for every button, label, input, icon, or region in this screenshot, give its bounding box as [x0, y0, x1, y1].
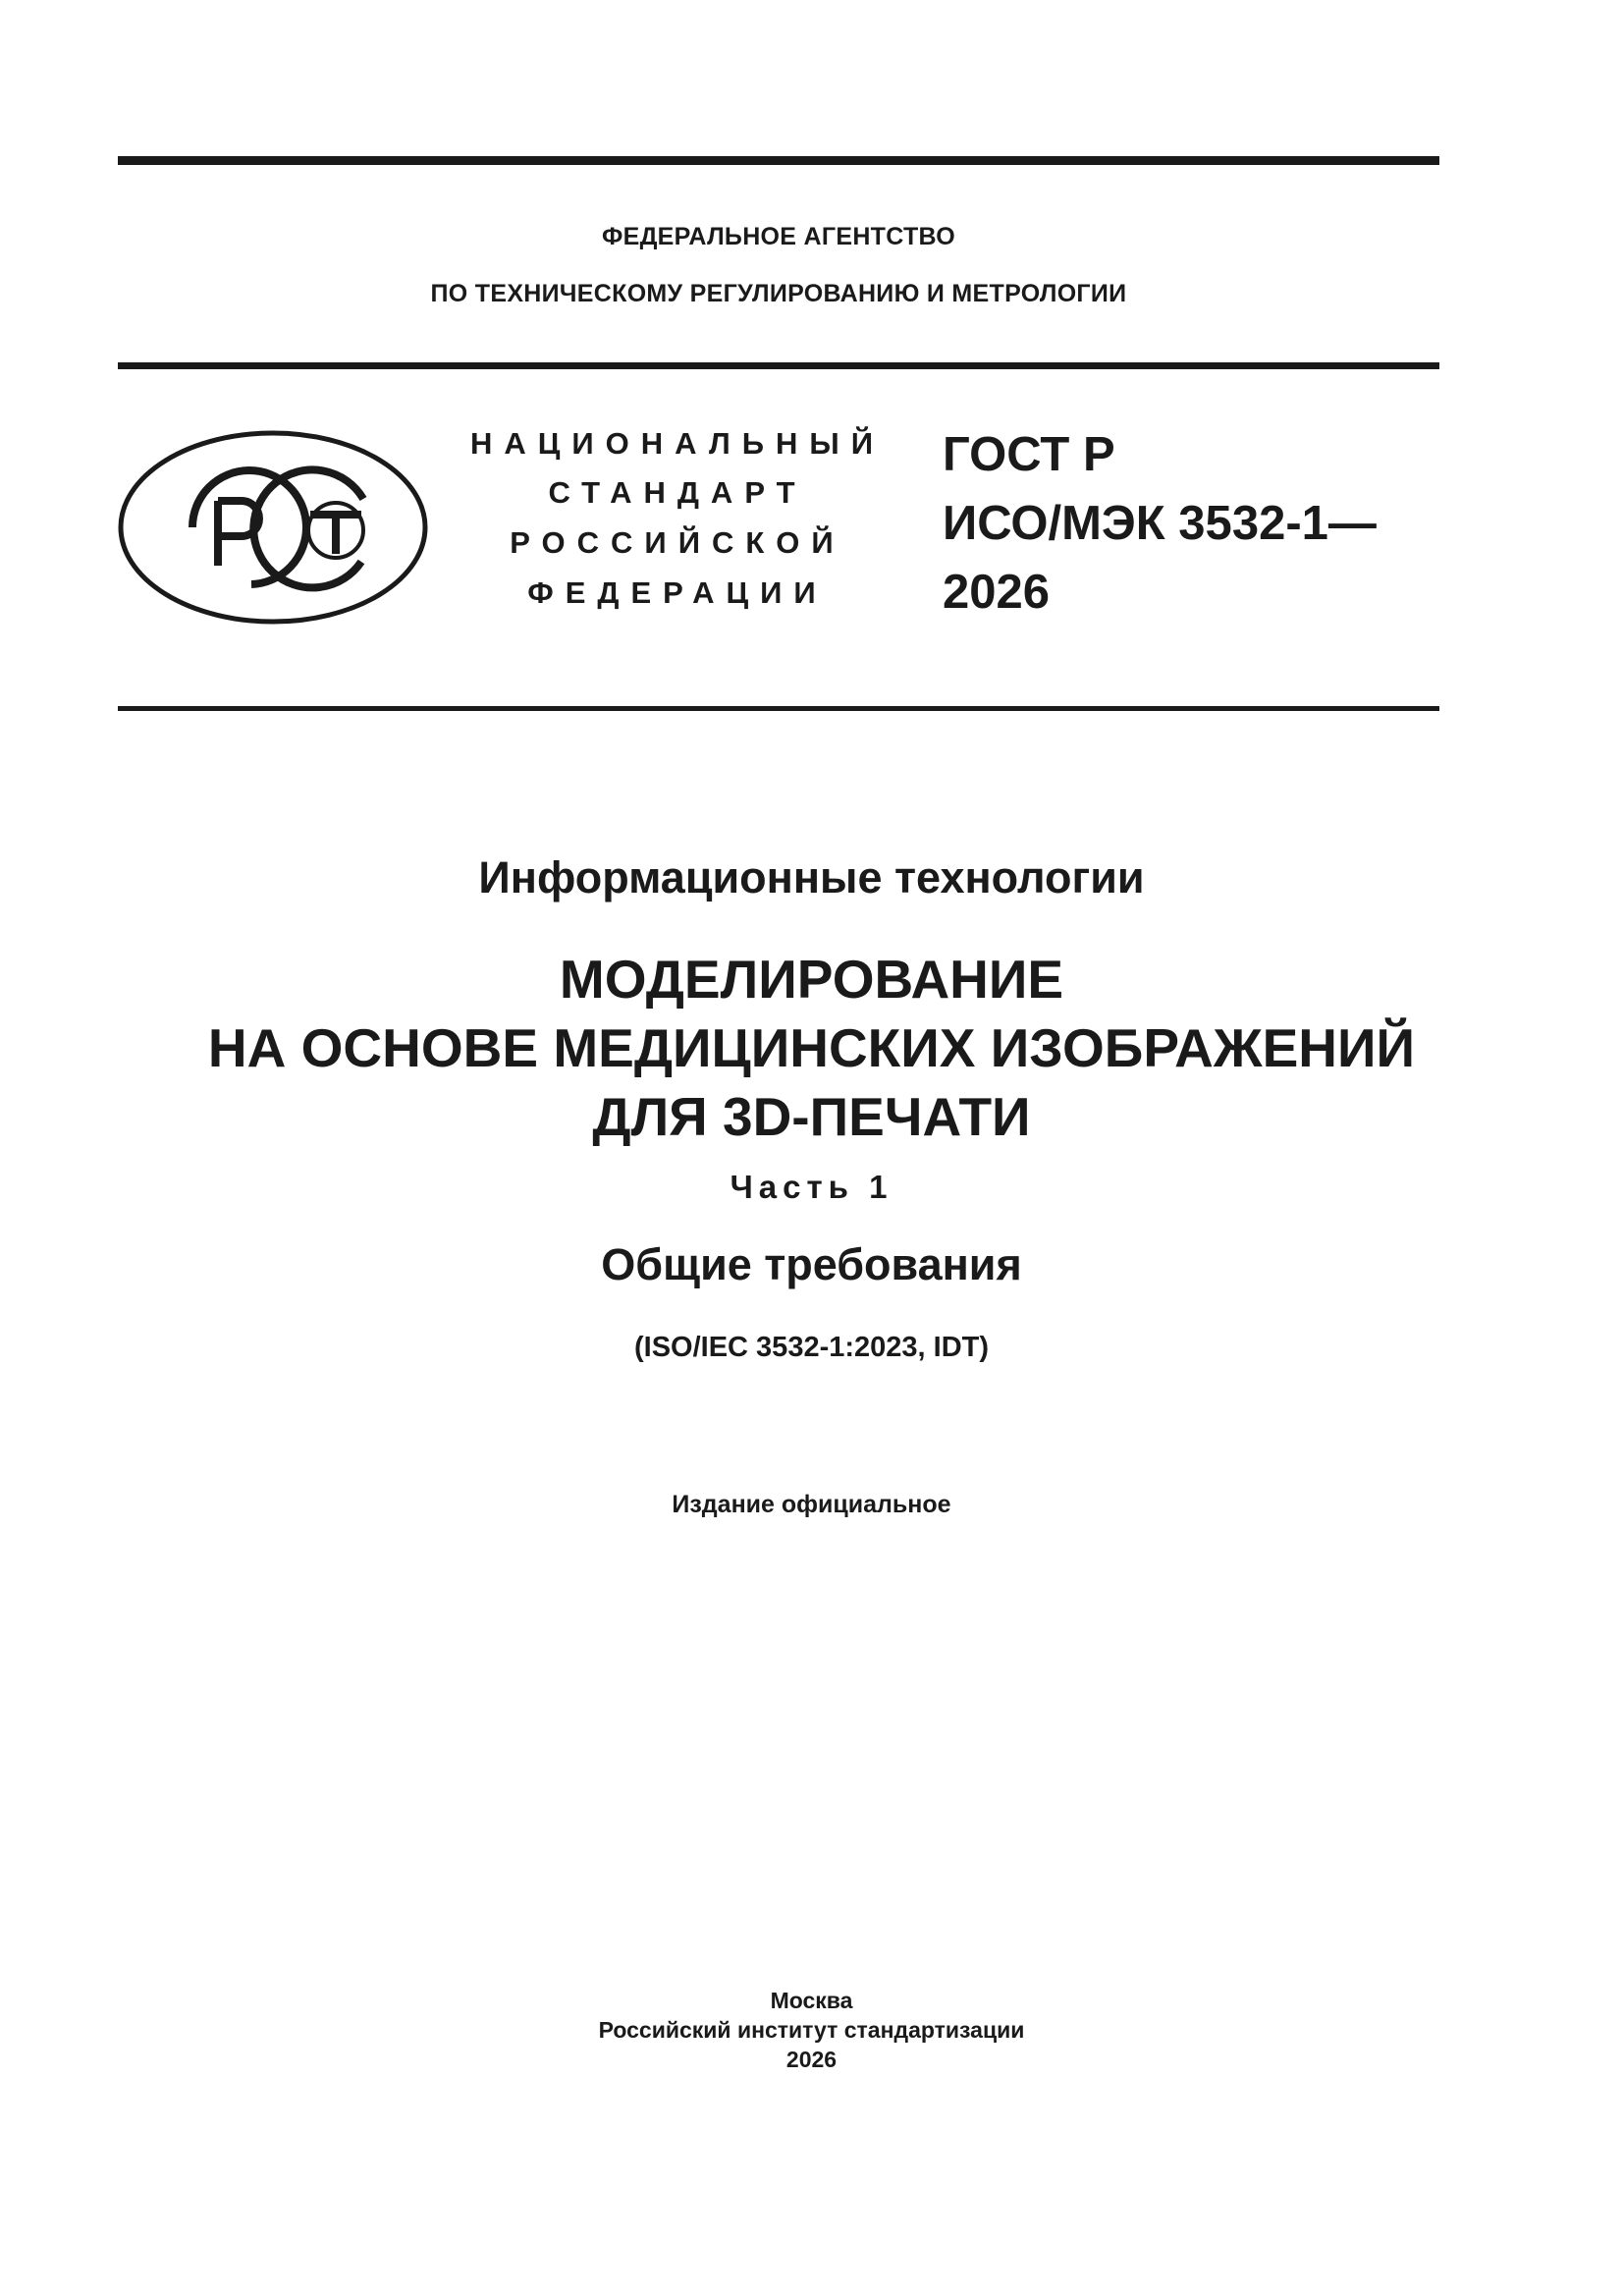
agency-rule — [118, 362, 1439, 369]
national-standard-line-3: РОССИЙСКОЙ — [510, 525, 845, 560]
publisher-name: Российский институт стандартизации — [598, 2017, 1025, 2043]
agency-line-2: ПО ТЕХНИЧЕСКОМУ РЕГУЛИРОВАНИЮ И МЕТРОЛОГИИ — [430, 280, 1127, 307]
standard-designation-line-1: ГОСТ Р — [943, 428, 1115, 481]
publisher-city: Москва — [770, 1988, 853, 2013]
edition-note: Издание официальное — [672, 1491, 951, 1518]
title-line-2: НА ОСНОВЕ МЕДИЦИНСКИХ ИЗОБРАЖЕНИЙ — [207, 1017, 1416, 1078]
part-number: Часть 1 — [730, 1169, 893, 1205]
designation-rule — [118, 706, 1439, 711]
publisher-block — [0, 1986, 1623, 2074]
document-subject: Информационные технологии — [478, 852, 1145, 902]
rst-logo-icon — [116, 428, 430, 627]
title-line-1: МОДЕЛИРОВАНИЕ — [559, 949, 1064, 1010]
national-standard-line-4: ФЕДЕРАЦИИ — [527, 575, 828, 610]
standard-designation-line-3: 2026 — [943, 566, 1051, 619]
national-standard-line-2: СТАНДАРТ — [548, 475, 807, 510]
international-identity: (ISO/IEC 3532-1:2023, IDT) — [633, 1332, 990, 1363]
part-title: Общие требования — [601, 1239, 1022, 1289]
national-standard-line-1: НАЦИОНАЛЬНЫЙ — [469, 426, 886, 461]
publisher-year: 2026 — [785, 2047, 838, 2072]
title-line-3: ДЛЯ 3D-ПЕЧАТИ — [592, 1086, 1031, 1147]
standard-designation-line-2: ИСО/МЭК 3532-1— — [943, 497, 1377, 550]
document-title — [0, 945, 1623, 1151]
top-rule — [118, 156, 1439, 165]
agency-line-1: ФЕДЕРАЛЬНОЕ АГЕНТСТВО — [601, 223, 956, 250]
